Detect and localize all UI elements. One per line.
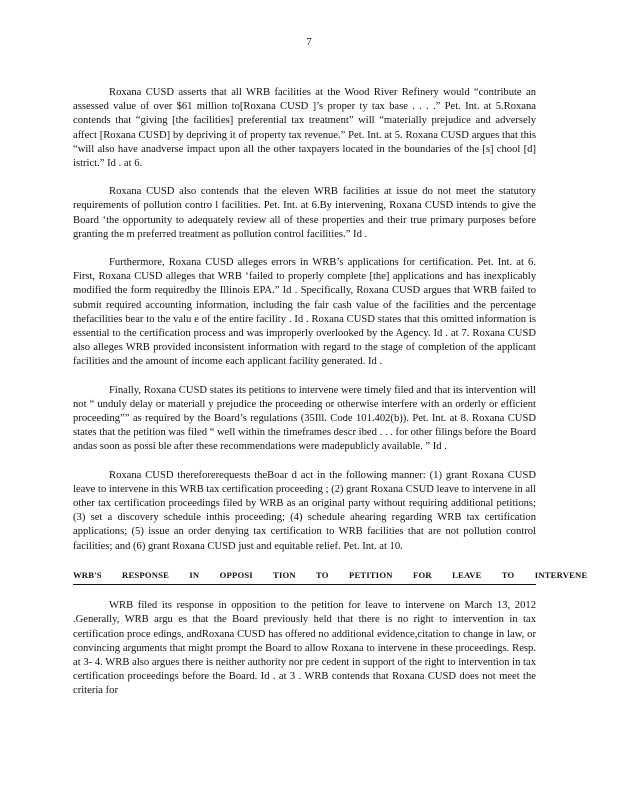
page-number: 7 <box>306 36 312 48</box>
paragraph-requested-relief: Roxana CUSD thereforerequests theBoar d act in the following manner: (1) grant Roxana CUSD leave to intervene in this WRB tax certification proceeding ; (2) grant Roxana CSUD leave to intervene in all other tax certification proceedings filed by WRB as an original party without requiring additional petitions; (3) set a discovery schedule inthis proceeding; (4) schedule ahearing regarding WRB tax certification applications; (5) issue an order denying tax certification to WRB facilities that are not pollution control facilities; and (6) grant Roxana CUSD just and equitable relief. Pet. Int. at 10. <box>73 469 536 552</box>
paragraph-application-errors: Furthermore, Roxana CUSD alleges errors in WRB’s applications for certification. Pet. Int. at 6. First, Roxana CUSD alleges that WRB ‘failed to properly complete [the] applications and has inexplicably modified the form requiredby the Illinois EPA.” Id . Specifically, Roxana CUSD argues that WRB failed to submit required accounting information, including the fair cash value of the facilities and the percentage thefacilities bear to the valu e of the entire facility . Id . Roxana CUSD states that this omitted information is essential to the certification process and was improperly overlooked by the Agency. Id . at 7. Roxana CUSD also alleges WRB provided inconsistent information with regard to the stage of completion of the applicant facilities and the amount of income each applicant facility generated. Id . <box>73 257 536 368</box>
paragraph-timely-filing: Finally, Roxana CUSD states its petitions to intervene were timely filed and that its intervention will not “ unduly delay or materiall y prejudice the proceeding or otherwise interfere with an orderly or efficient proceeding”” as required by the Board’s regulations (35Ill. Code 101.402(b)). Pet. Int. at 8. Roxana CUSD states that the petition was filed “ well within the timeframes descr ibed . . . for other filings before the Board andas soon as possi ble after these recommendations were madepublicly available. ” Id . <box>73 384 536 453</box>
paragraph-wrb-response: WRB filed its response in opposition to the petition for leave to intervene on March 13, 2012 .Generally, WRB argu es that the Board previously held that there is no right to intervention in tax certification proce edings, andRoxana CUSD has offered no additional evidence,citation to change in law, or convincing arguments that might prompt the Board to allow Roxana to intervene in these proceedings. Resp. at 3- 4. WRB also argues there is neither authority nor pre cedent in support of the right to intervention in tax certification proceedings before the Board. Id . at 3 . WRB contends that Roxana CUSD does not meet the criteria for <box>73 600 536 697</box>
section-heading: WRB'S RESPONSE IN OPPOSI TION TO PETITION FOR LEAVE TO INTERVENE <box>73 568 536 585</box>
paragraph-statutory-requirements: Roxana CUSD also contends that the eleven WRB facilities at issue do not meet the statutory requirements of pollution contro l facilities. Pet. Int. at 6.By intervening, Roxana CUSD intends to give the Board ‘the opportunity to adequately review all of these properties and their true primary purposes before granting the m preferred treatment as pollution control facilities.” Id . <box>73 186 536 240</box>
document-body <box>73 86 588 713</box>
paragraph-roxana-assertions: Roxana CUSD asserts that all WRB facilities at the Wood River Refinery would “contribute an assessed value of over $61 million to[Roxana CUSD ]’s proper ty tax base . . . .” Pet. Int. at 5.Roxana contends that “giving [the facilities] preferential tax treatment” will “materially prejudice and adversely affect [Roxana CUSD] by depriving it of property tax revenue.” Pet. Int. at 5. Roxana CUSD argues that this “will also have anadverse impact upon all the other taxpayers located in the boundaries of the [s] chool [d] istrict.” Id . at 6. <box>73 87 536 170</box>
